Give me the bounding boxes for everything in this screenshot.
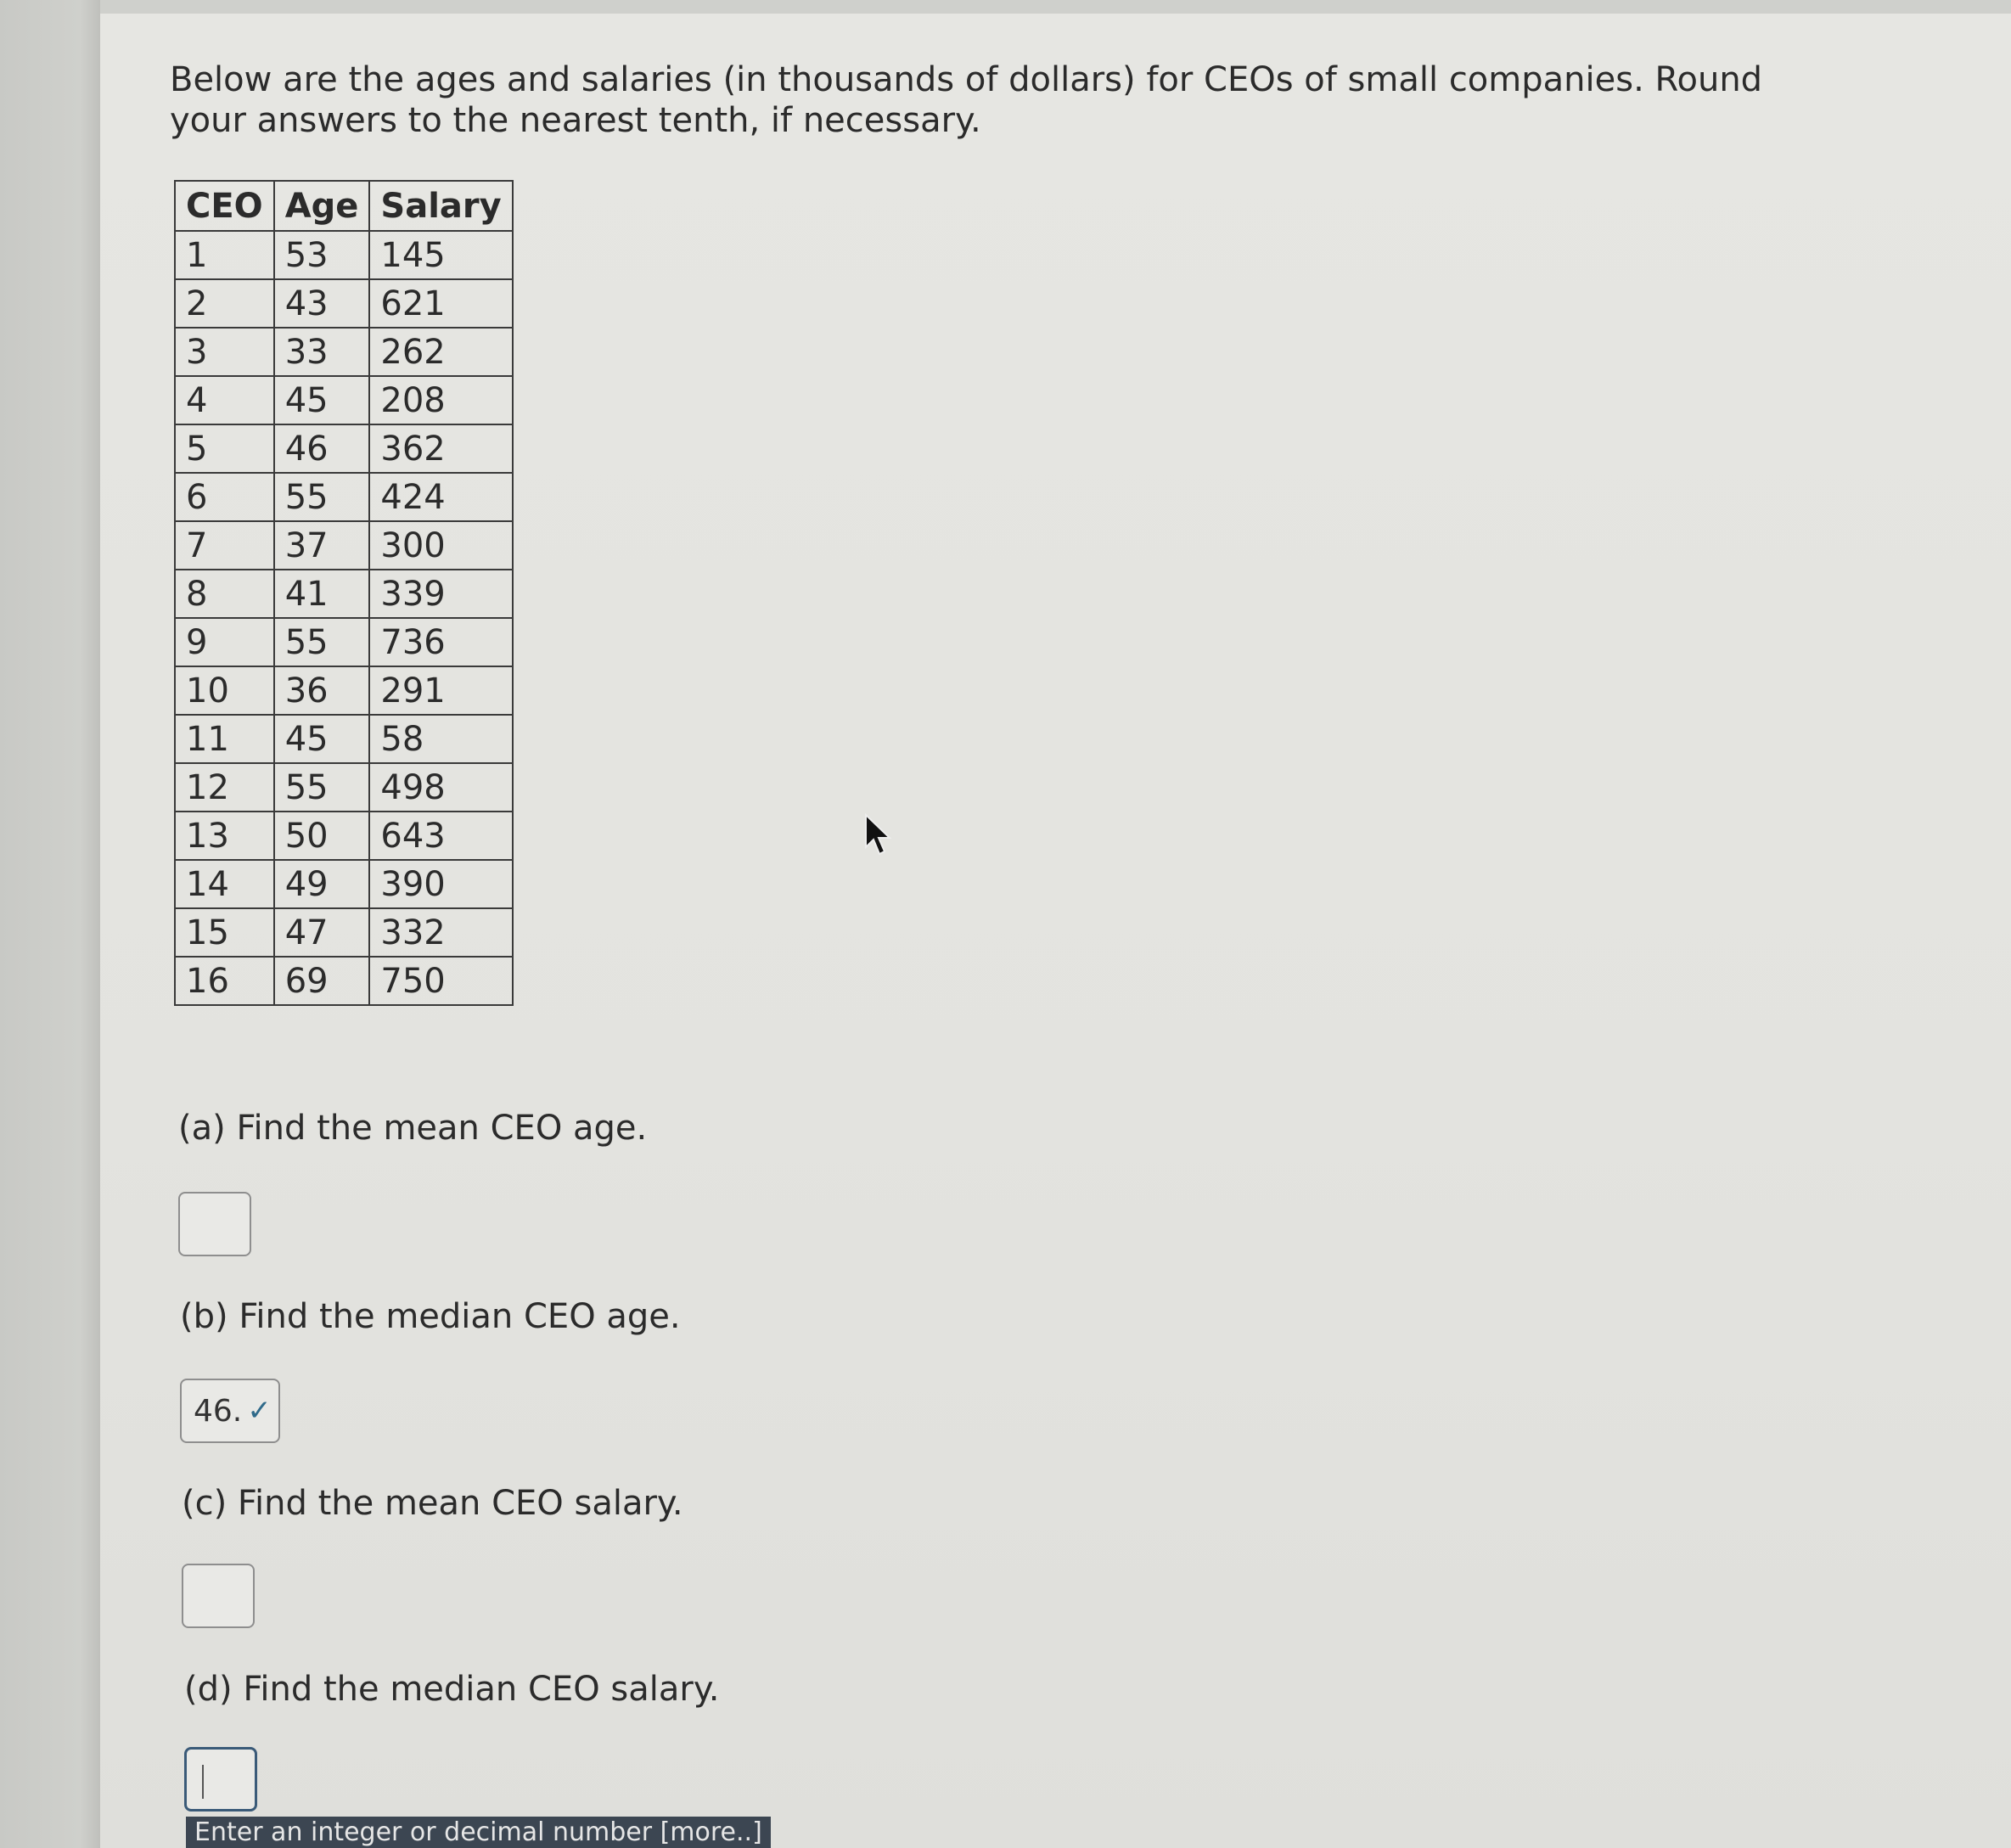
cell-age: 49 [274, 860, 370, 908]
cell-age: 46 [274, 424, 370, 473]
cell-salary: 621 [369, 279, 512, 328]
cell-salary: 736 [369, 618, 512, 666]
cell-ceo: 16 [175, 957, 274, 1005]
cell-ceo: 3 [175, 328, 274, 376]
problem-intro: Below are the ages and salaries (in thousands of dollars) for CEOs of small companies. Round your answers to the nearest tenth, if necessary. [170, 60, 1763, 140]
answer-d-input[interactable] [184, 1747, 257, 1811]
cell-age: 55 [274, 763, 370, 812]
cell-ceo: 9 [175, 618, 274, 666]
cell-ceo: 11 [175, 715, 274, 763]
cell-ceo: 2 [175, 279, 274, 328]
mouse-pointer-icon [864, 813, 893, 857]
text-caret [202, 1765, 204, 1799]
column-header-salary: Salary [369, 181, 512, 231]
cell-age: 45 [274, 376, 370, 424]
question-c-label: (c) Find the mean CEO salary. [182, 1484, 683, 1523]
cell-ceo: 13 [175, 812, 274, 860]
cell-age: 50 [274, 812, 370, 860]
cell-salary: 145 [369, 231, 512, 279]
table-row [175, 521, 513, 570]
table-row [175, 666, 513, 715]
cell-salary: 339 [369, 570, 512, 618]
table-row [175, 424, 513, 473]
cell-age: 55 [274, 473, 370, 521]
column-header-ceo: CEO [175, 181, 274, 231]
ceo-data-table [174, 180, 514, 1006]
cell-age: 37 [274, 521, 370, 570]
table-row [175, 715, 513, 763]
cell-ceo: 1 [175, 231, 274, 279]
cell-salary: 390 [369, 860, 512, 908]
cell-salary: 208 [369, 376, 512, 424]
table-row [175, 231, 513, 279]
cell-ceo: 6 [175, 473, 274, 521]
cell-ceo: 10 [175, 666, 274, 715]
cell-salary: 300 [369, 521, 512, 570]
left-margin [0, 0, 100, 1848]
cell-ceo: 15 [175, 908, 274, 957]
answer-b-input[interactable] [180, 1379, 280, 1443]
cell-ceo: 5 [175, 424, 274, 473]
cell-salary: 262 [369, 328, 512, 376]
cell-ceo: 8 [175, 570, 274, 618]
table-row [175, 812, 513, 860]
table-row [175, 763, 513, 812]
cell-age: 45 [274, 715, 370, 763]
cell-salary: 750 [369, 957, 512, 1005]
answer-c-input[interactable] [182, 1564, 255, 1628]
cell-ceo: 4 [175, 376, 274, 424]
cell-age: 53 [274, 231, 370, 279]
question-d-label: (d) Find the median CEO salary. [184, 1670, 720, 1709]
cell-age: 36 [274, 666, 370, 715]
table-row [175, 618, 513, 666]
cell-salary: 291 [369, 666, 512, 715]
table-row [175, 860, 513, 908]
table-header-row [175, 181, 513, 231]
cell-age: 33 [274, 328, 370, 376]
cell-age: 55 [274, 618, 370, 666]
answer-b-value: 46. [194, 1393, 243, 1429]
table-row [175, 376, 513, 424]
table-row [175, 570, 513, 618]
cell-ceo: 14 [175, 860, 274, 908]
table-row [175, 957, 513, 1005]
answer-a-input[interactable] [178, 1192, 251, 1256]
input-hint-tooltip[interactable]: Enter an integer or decimal number [more..] [186, 1817, 771, 1848]
cell-salary: 58 [369, 715, 512, 763]
cell-salary: 362 [369, 424, 512, 473]
browser-top-edge [0, 0, 2011, 14]
column-header-age: Age [274, 181, 370, 231]
checkmark-icon: ✓ [247, 1394, 272, 1428]
cell-salary: 332 [369, 908, 512, 957]
cell-age: 69 [274, 957, 370, 1005]
cell-ceo: 7 [175, 521, 274, 570]
question-a-label: (a) Find the mean CEO age. [178, 1109, 648, 1148]
table-row [175, 473, 513, 521]
cell-age: 47 [274, 908, 370, 957]
question-b-label: (b) Find the median CEO age. [180, 1297, 681, 1336]
cell-salary: 643 [369, 812, 512, 860]
cell-age: 43 [274, 279, 370, 328]
cell-age: 41 [274, 570, 370, 618]
table-row [175, 328, 513, 376]
cell-salary: 424 [369, 473, 512, 521]
cell-salary: 498 [369, 763, 512, 812]
table-row [175, 279, 513, 328]
table-row [175, 908, 513, 957]
cell-ceo: 12 [175, 763, 274, 812]
